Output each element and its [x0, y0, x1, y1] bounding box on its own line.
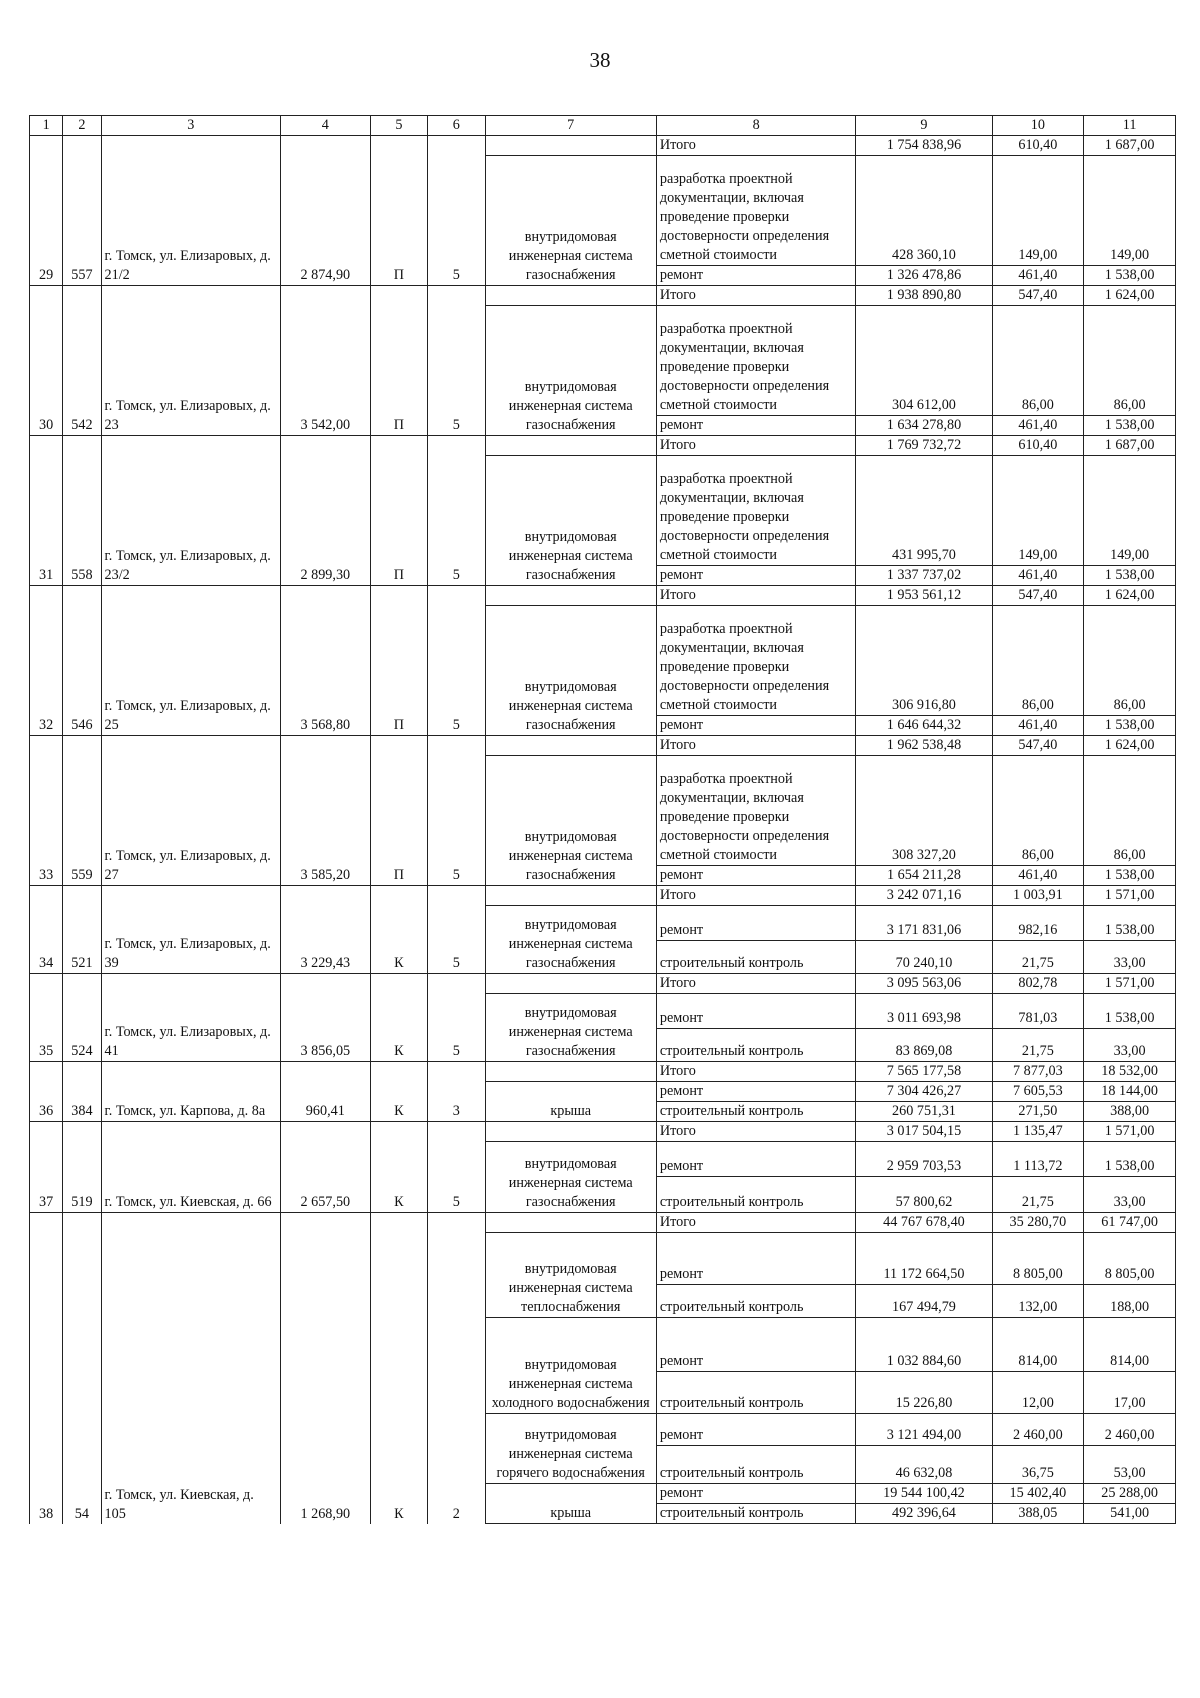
table-body	[30, 116, 1176, 1524]
amount-cell: 388,00	[1084, 1102, 1176, 1122]
amount-cell: 547,40	[992, 736, 1084, 756]
house-id: 519	[63, 1122, 101, 1213]
address-cell: г. Томск, ул. Киевская, д. 105	[101, 1213, 280, 1524]
row-number: 29	[30, 136, 63, 286]
house-id: 54	[63, 1213, 101, 1524]
work-label: строительный контроль	[656, 1446, 856, 1484]
amount-cell: 3 017 504,15	[856, 1122, 992, 1142]
work-label: строительный контроль	[656, 1285, 856, 1318]
row-number: 37	[30, 1122, 63, 1213]
system-cell: внутридомовая инженерная система холодного водоснабжения	[485, 1318, 656, 1414]
amount-cell: 86,00	[992, 306, 1084, 416]
house-id: 521	[63, 886, 101, 974]
type-cell: К	[370, 974, 427, 1062]
amount-cell: 36,75	[992, 1446, 1084, 1484]
amount-cell: 3 121 494,00	[856, 1414, 992, 1446]
area-cell: 960,41	[280, 1062, 370, 1122]
address-cell: г. Томск, ул. Елизаровых, д. 25	[101, 586, 280, 736]
amount-cell: 21,75	[992, 1177, 1084, 1213]
table-row	[30, 886, 1176, 906]
header-cell: 10	[992, 116, 1084, 136]
address-cell: г. Томск, ул. Елизаровых, д. 39	[101, 886, 280, 974]
house-id: 559	[63, 736, 101, 886]
amount-cell: 86,00	[1084, 606, 1176, 716]
header-cell: 2	[63, 116, 101, 136]
amount-cell: 1 113,72	[992, 1142, 1084, 1177]
table-row	[30, 1213, 1176, 1233]
header-cell: 5	[370, 116, 427, 136]
amount-cell: 814,00	[992, 1318, 1084, 1372]
header-cell: 9	[856, 116, 992, 136]
total-label: Итого	[656, 1213, 856, 1233]
address-cell: г. Томск, ул. Елизаровых, д. 21/2	[101, 136, 280, 286]
work-label: разработка проектной документации, включая проведение проверки достоверности определения сметной стоимости	[656, 606, 856, 716]
amount-cell: 1 634 278,80	[856, 416, 992, 436]
address-cell: г. Томск, ул. Елизаровых, д. 27	[101, 736, 280, 886]
amount-cell: 25 288,00	[1084, 1484, 1176, 1504]
amount-cell: 1 538,00	[1084, 994, 1176, 1029]
system-cell: внутридомовая инженерная система газоснабжения	[485, 306, 656, 436]
system-cell: внутридомовая инженерная система газоснабжения	[485, 156, 656, 286]
amount-cell: 33,00	[1084, 1177, 1176, 1213]
type-cell: К	[370, 1062, 427, 1122]
type-cell: К	[370, 1122, 427, 1213]
total-label: Итого	[656, 974, 856, 994]
amount-cell: 547,40	[992, 586, 1084, 606]
amount-cell: 308 327,20	[856, 756, 992, 866]
table-row	[30, 1062, 1176, 1082]
amount-cell: 1 646 644,32	[856, 716, 992, 736]
amount-cell: 35 280,70	[992, 1213, 1084, 1233]
amount-cell: 188,00	[1084, 1285, 1176, 1318]
amount-cell: 149,00	[1084, 456, 1176, 566]
work-label: строительный контроль	[656, 1102, 856, 1122]
house-id: 558	[63, 436, 101, 586]
amount-cell: 19 544 100,42	[856, 1484, 992, 1504]
amount-cell: 1 962 538,48	[856, 736, 992, 756]
col6-cell: 5	[428, 436, 485, 586]
area-cell: 2 657,50	[280, 1122, 370, 1213]
amount-cell: 86,00	[1084, 756, 1176, 866]
address-cell: г. Томск, ул. Киевская, д. 66	[101, 1122, 280, 1213]
row-number: 33	[30, 736, 63, 886]
total-label: Итого	[656, 1122, 856, 1142]
amount-cell: 1 326 478,86	[856, 266, 992, 286]
amount-cell: 1 538,00	[1084, 716, 1176, 736]
amount-cell: 1 571,00	[1084, 1122, 1176, 1142]
work-label: ремонт	[656, 994, 856, 1029]
row-number: 38	[30, 1213, 63, 1524]
amount-cell: 610,40	[992, 136, 1084, 156]
amount-cell: 57 800,62	[856, 1177, 992, 1213]
work-label: ремонт	[656, 416, 856, 436]
header-cell: 1	[30, 116, 63, 136]
amount-cell: 1 571,00	[1084, 886, 1176, 906]
amount-cell: 1 687,00	[1084, 136, 1176, 156]
type-cell: П	[370, 286, 427, 436]
col6-cell: 5	[428, 886, 485, 974]
amount-cell: 1 687,00	[1084, 436, 1176, 456]
amount-cell: 541,00	[1084, 1504, 1176, 1524]
table-row	[30, 586, 1176, 606]
amount-cell: 44 767 678,40	[856, 1213, 992, 1233]
house-id: 546	[63, 586, 101, 736]
total-label: Итого	[656, 736, 856, 756]
amount-cell: 86,00	[1084, 306, 1176, 416]
amount-cell: 1 754 838,96	[856, 136, 992, 156]
amount-cell: 2 959 703,53	[856, 1142, 992, 1177]
table-row	[30, 436, 1176, 456]
amount-cell: 781,03	[992, 994, 1084, 1029]
amount-cell: 149,00	[992, 156, 1084, 266]
work-label: ремонт	[656, 1233, 856, 1285]
system-cell: внутридомовая инженерная система газоснабжения	[485, 1142, 656, 1213]
amount-cell: 1 003,91	[992, 886, 1084, 906]
amount-cell: 461,40	[992, 266, 1084, 286]
amount-cell: 1 538,00	[1084, 1142, 1176, 1177]
amount-cell: 33,00	[1084, 941, 1176, 974]
area-cell: 3 229,43	[280, 886, 370, 974]
empty-cell	[485, 1122, 656, 1142]
amount-cell: 461,40	[992, 416, 1084, 436]
amount-cell: 306 916,80	[856, 606, 992, 716]
empty-cell	[485, 1062, 656, 1082]
amount-cell: 7 565 177,58	[856, 1062, 992, 1082]
work-label: ремонт	[656, 716, 856, 736]
table-row	[30, 136, 1176, 156]
total-label: Итого	[656, 1062, 856, 1082]
amount-cell: 149,00	[1084, 156, 1176, 266]
total-label: Итого	[656, 436, 856, 456]
amount-cell: 18 532,00	[1084, 1062, 1176, 1082]
type-cell: П	[370, 736, 427, 886]
system-cell: крыша	[485, 1082, 656, 1122]
empty-cell	[485, 974, 656, 994]
amount-cell: 982,16	[992, 906, 1084, 941]
amount-cell: 3 242 071,16	[856, 886, 992, 906]
amount-cell: 1 624,00	[1084, 736, 1176, 756]
row-number: 30	[30, 286, 63, 436]
amount-cell: 17,00	[1084, 1372, 1176, 1414]
amount-cell: 3 095 563,06	[856, 974, 992, 994]
amount-cell: 53,00	[1084, 1446, 1176, 1484]
amount-cell: 271,50	[992, 1102, 1084, 1122]
header-row	[30, 116, 1176, 136]
total-label: Итого	[656, 136, 856, 156]
amount-cell: 3 171 831,06	[856, 906, 992, 941]
amount-cell: 1 769 732,72	[856, 436, 992, 456]
amount-cell: 83 869,08	[856, 1029, 992, 1062]
amount-cell: 260 751,31	[856, 1102, 992, 1122]
work-label: ремонт	[656, 266, 856, 286]
amount-cell: 461,40	[992, 866, 1084, 886]
table-row	[30, 286, 1176, 306]
empty-cell	[485, 886, 656, 906]
system-cell: внутридомовая инженерная система газоснабжения	[485, 456, 656, 586]
table-row	[30, 736, 1176, 756]
work-label: ремонт	[656, 906, 856, 941]
amount-cell: 7 304 426,27	[856, 1082, 992, 1102]
col6-cell: 2	[428, 1213, 485, 1524]
amount-cell: 1 538,00	[1084, 266, 1176, 286]
empty-cell	[485, 436, 656, 456]
row-number: 31	[30, 436, 63, 586]
amount-cell: 388,05	[992, 1504, 1084, 1524]
row-number: 36	[30, 1062, 63, 1122]
col6-cell: 5	[428, 974, 485, 1062]
amount-cell: 2 460,00	[1084, 1414, 1176, 1446]
work-label: строительный контроль	[656, 1504, 856, 1524]
amount-cell: 492 396,64	[856, 1504, 992, 1524]
amount-cell: 814,00	[1084, 1318, 1176, 1372]
empty-cell	[485, 1213, 656, 1233]
amount-cell: 802,78	[992, 974, 1084, 994]
work-label: ремонт	[656, 1082, 856, 1102]
work-label: строительный контроль	[656, 1029, 856, 1062]
row-number: 34	[30, 886, 63, 974]
address-cell: г. Томск, ул. Елизаровых, д. 41	[101, 974, 280, 1062]
amount-cell: 86,00	[992, 756, 1084, 866]
page-number: 38	[589, 48, 611, 72]
amount-cell: 33,00	[1084, 1029, 1176, 1062]
amount-cell: 3 011 693,98	[856, 994, 992, 1029]
house-id: 542	[63, 286, 101, 436]
work-label: строительный контроль	[656, 1372, 856, 1414]
amount-cell: 428 360,10	[856, 156, 992, 266]
empty-cell	[485, 286, 656, 306]
area-cell: 3 542,00	[280, 286, 370, 436]
row-number: 32	[30, 586, 63, 736]
amount-cell: 461,40	[992, 566, 1084, 586]
amount-cell: 21,75	[992, 1029, 1084, 1062]
house-id: 524	[63, 974, 101, 1062]
amount-cell: 167 494,79	[856, 1285, 992, 1318]
system-cell: внутридомовая инженерная система газоснабжения	[485, 994, 656, 1062]
amount-cell: 8 805,00	[1084, 1233, 1176, 1285]
header-cell: 3	[101, 116, 280, 136]
area-cell: 3 585,20	[280, 736, 370, 886]
work-label: строительный контроль	[656, 1177, 856, 1213]
amount-cell: 7 605,53	[992, 1082, 1084, 1102]
work-label: ремонт	[656, 866, 856, 886]
area-cell: 1 268,90	[280, 1213, 370, 1524]
header-cell: 6	[428, 116, 485, 136]
col6-cell: 5	[428, 736, 485, 886]
amount-cell: 1 538,00	[1084, 416, 1176, 436]
empty-cell	[485, 136, 656, 156]
amount-cell: 70 240,10	[856, 941, 992, 974]
header-cell: 8	[656, 116, 856, 136]
amount-cell: 431 995,70	[856, 456, 992, 566]
amount-cell: 12,00	[992, 1372, 1084, 1414]
amount-cell: 304 612,00	[856, 306, 992, 416]
col6-cell: 5	[428, 286, 485, 436]
area-cell: 3 856,05	[280, 974, 370, 1062]
amount-cell: 1 624,00	[1084, 286, 1176, 306]
amount-cell: 21,75	[992, 941, 1084, 974]
work-label: разработка проектной документации, включая проведение проверки достоверности определения сметной стоимости	[656, 756, 856, 866]
amount-cell: 86,00	[992, 606, 1084, 716]
work-label: разработка проектной документации, включая проведение проверки достоверности определения сметной стоимости	[656, 456, 856, 566]
work-label: ремонт	[656, 1484, 856, 1504]
system-cell: внутридомовая инженерная система горячего водоснабжения	[485, 1414, 656, 1484]
amount-cell: 46 632,08	[856, 1446, 992, 1484]
empty-cell	[485, 736, 656, 756]
system-cell: внутридомовая инженерная система газоснабжения	[485, 906, 656, 974]
amount-cell: 461,40	[992, 716, 1084, 736]
capital-repair-table	[29, 115, 1176, 1524]
amount-cell: 11 172 664,50	[856, 1233, 992, 1285]
table-row	[30, 974, 1176, 994]
area-cell: 3 568,80	[280, 586, 370, 736]
amount-cell: 1 654 211,28	[856, 866, 992, 886]
col6-cell: 5	[428, 1122, 485, 1213]
work-label: ремонт	[656, 566, 856, 586]
amount-cell: 1 538,00	[1084, 566, 1176, 586]
amount-cell: 1 135,47	[992, 1122, 1084, 1142]
work-label: разработка проектной документации, включая проведение проверки достоверности определения сметной стоимости	[656, 306, 856, 416]
header-cell: 7	[485, 116, 656, 136]
header-cell: 4	[280, 116, 370, 136]
total-label: Итого	[656, 886, 856, 906]
amount-cell: 61 747,00	[1084, 1213, 1176, 1233]
amount-cell: 1 571,00	[1084, 974, 1176, 994]
system-cell: внутридомовая инженерная система теплоснабжения	[485, 1233, 656, 1318]
empty-cell	[485, 586, 656, 606]
area-cell: 2 874,90	[280, 136, 370, 286]
type-cell: П	[370, 436, 427, 586]
amount-cell: 18 144,00	[1084, 1082, 1176, 1102]
house-id: 384	[63, 1062, 101, 1122]
amount-cell: 8 805,00	[992, 1233, 1084, 1285]
amount-cell: 15 402,40	[992, 1484, 1084, 1504]
work-label: разработка проектной документации, включая проведение проверки достоверности определения сметной стоимости	[656, 156, 856, 266]
type-cell: П	[370, 586, 427, 736]
amount-cell: 2 460,00	[992, 1414, 1084, 1446]
system-cell: внутридомовая инженерная система газоснабжения	[485, 606, 656, 736]
amount-cell: 1 938 890,80	[856, 286, 992, 306]
amount-cell: 1 953 561,12	[856, 586, 992, 606]
type-cell: К	[370, 1213, 427, 1524]
amount-cell: 1 538,00	[1084, 866, 1176, 886]
address-cell: г. Томск, ул. Елизаровых, д. 23	[101, 286, 280, 436]
amount-cell: 7 877,03	[992, 1062, 1084, 1082]
address-cell: г. Томск, ул. Елизаровых, д. 23/2	[101, 436, 280, 586]
type-cell: К	[370, 886, 427, 974]
work-label: ремонт	[656, 1414, 856, 1446]
total-label: Итого	[656, 586, 856, 606]
col6-cell: 3	[428, 1062, 485, 1122]
amount-cell: 15 226,80	[856, 1372, 992, 1414]
row-number: 35	[30, 974, 63, 1062]
header-cell: 11	[1084, 116, 1176, 136]
system-cell: внутридомовая инженерная система газоснабжения	[485, 756, 656, 886]
col6-cell: 5	[428, 586, 485, 736]
work-label: ремонт	[656, 1318, 856, 1372]
amount-cell: 610,40	[992, 436, 1084, 456]
work-label: ремонт	[656, 1142, 856, 1177]
system-cell: крыша	[485, 1484, 656, 1524]
total-label: Итого	[656, 286, 856, 306]
amount-cell: 1 538,00	[1084, 906, 1176, 941]
amount-cell: 1 337 737,02	[856, 566, 992, 586]
amount-cell: 1 624,00	[1084, 586, 1176, 606]
house-id: 557	[63, 136, 101, 286]
work-label: строительный контроль	[656, 941, 856, 974]
type-cell: П	[370, 136, 427, 286]
address-cell: г. Томск, ул. Карпова, д. 8а	[101, 1062, 280, 1122]
table-row	[30, 1122, 1176, 1142]
amount-cell: 132,00	[992, 1285, 1084, 1318]
col6-cell: 5	[428, 136, 485, 286]
amount-cell: 547,40	[992, 286, 1084, 306]
amount-cell: 149,00	[992, 456, 1084, 566]
amount-cell: 1 032 884,60	[856, 1318, 992, 1372]
area-cell: 2 899,30	[280, 436, 370, 586]
